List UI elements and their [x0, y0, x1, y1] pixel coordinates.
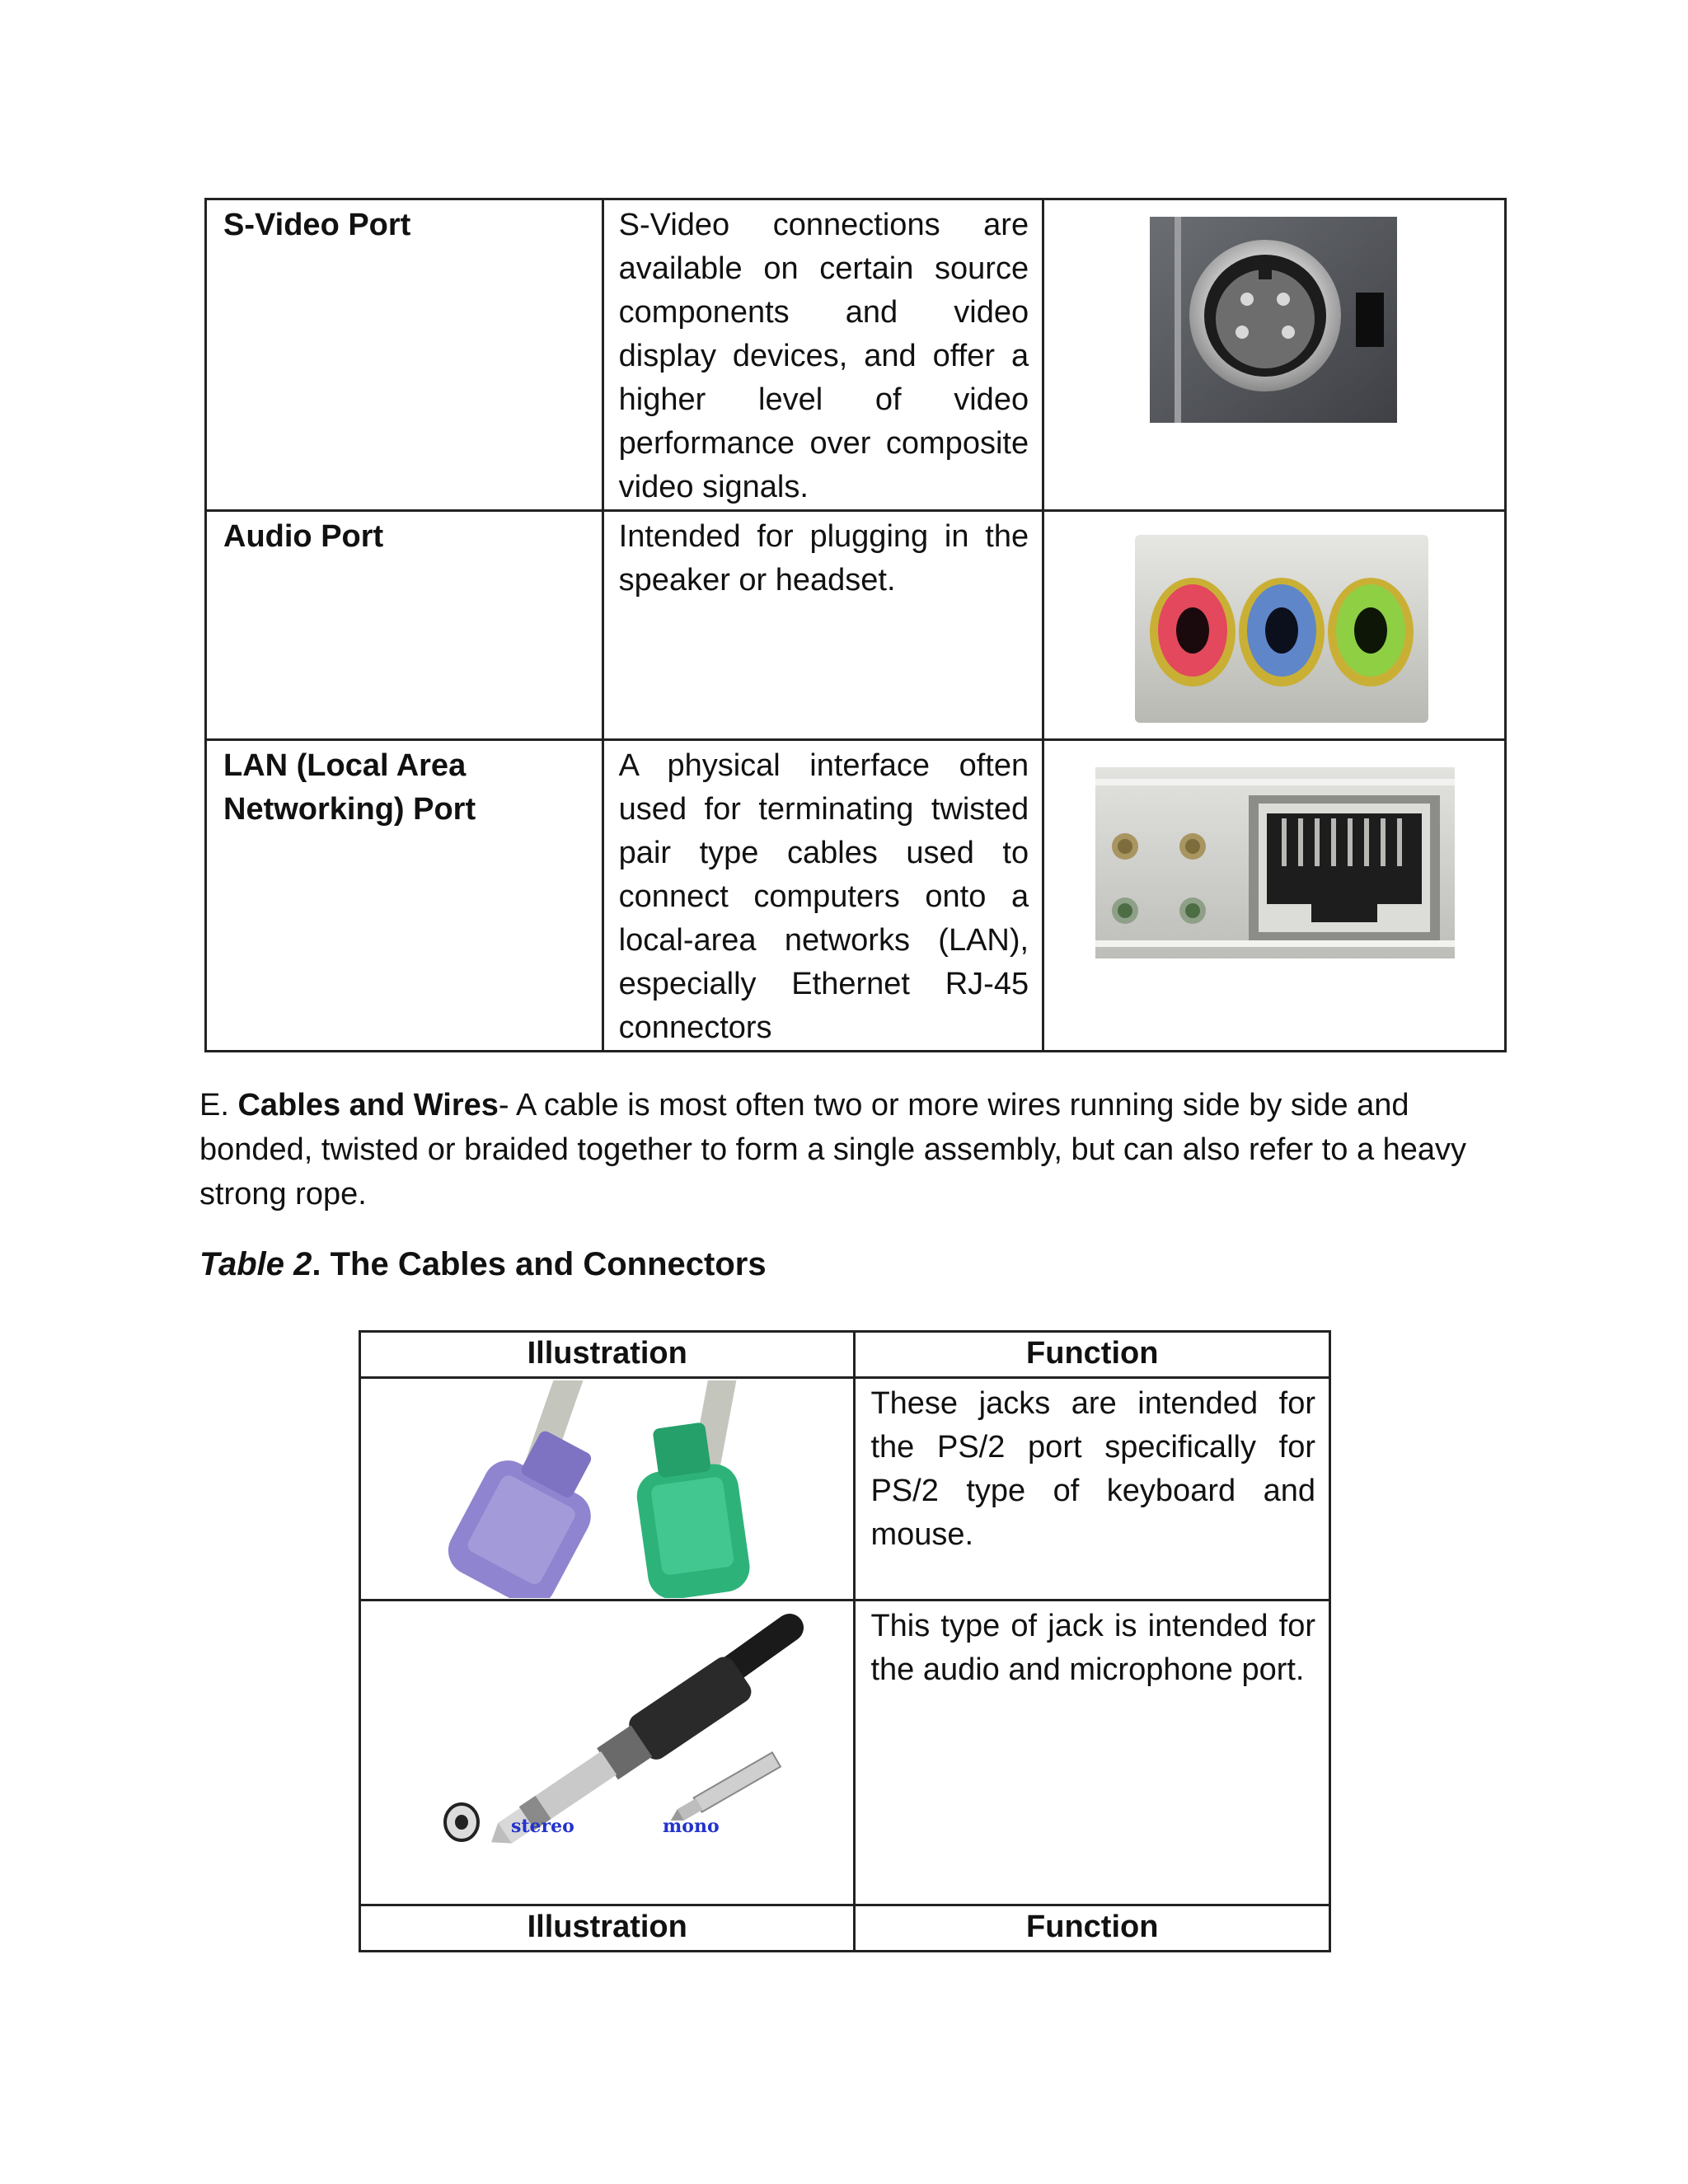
- table2-caption: Table 2. The Cables and Connectors: [199, 1246, 767, 1282]
- table-header-row: [360, 1905, 1330, 1952]
- port-description: A physical interface often used for terminating twisted pair type cables used to connect computers onto a local-area networks (LAN), especially Ethernet RJ-45 connectors: [618, 748, 1029, 1045]
- table-row: [206, 740, 1506, 1052]
- column-header: Function: [1026, 1910, 1159, 1944]
- mono-label: mono: [663, 1816, 720, 1837]
- port-name: Audio Port: [223, 519, 384, 554]
- s-video-port-illustration: [1150, 217, 1397, 423]
- port-name: LAN (Local Area Networking) Port: [223, 748, 476, 827]
- ports-table: [204, 198, 1507, 1052]
- cables-table: [359, 1330, 1331, 1952]
- ps2-connectors-illustration: [427, 1380, 785, 1598]
- lan-port-illustration: [1095, 767, 1455, 958]
- port-name: S-Video Port: [223, 208, 411, 242]
- stereo-label: stereo: [511, 1816, 574, 1837]
- column-header: Illustration: [527, 1910, 687, 1944]
- audio-jack-illustration: [427, 1611, 806, 1850]
- port-description: Intended for plugging in the speaker or headset.: [618, 519, 1029, 598]
- audio-ports-illustration: [1135, 535, 1428, 723]
- cable-function: These jacks are intended for the PS/2 port specifically for PS/2 type of keyboard and mouse.: [870, 1386, 1315, 1552]
- table-row: [360, 1378, 1330, 1601]
- cable-function: This type of jack is intended for the audio and microphone port.: [870, 1609, 1315, 1687]
- column-header: Illustration: [527, 1336, 687, 1371]
- port-description: S-Video connections are available on certain source components and video display devices, and offer a higher level of video performance over composite video signals.: [618, 208, 1029, 504]
- column-header: Function: [1026, 1336, 1159, 1371]
- table-row: [360, 1601, 1330, 1905]
- table-row: [206, 199, 1506, 511]
- table-header-row: [360, 1332, 1330, 1378]
- section-e-term: Cables and Wires: [237, 1088, 499, 1122]
- table-row: [206, 511, 1506, 740]
- section-e-paragraph: E. Cables and Wires- A cable is most often two or more wires running side by side and bonded, twisted or braided together to form a single assembly, but can also refer to a heavy strong rope.: [199, 1088, 1467, 1212]
